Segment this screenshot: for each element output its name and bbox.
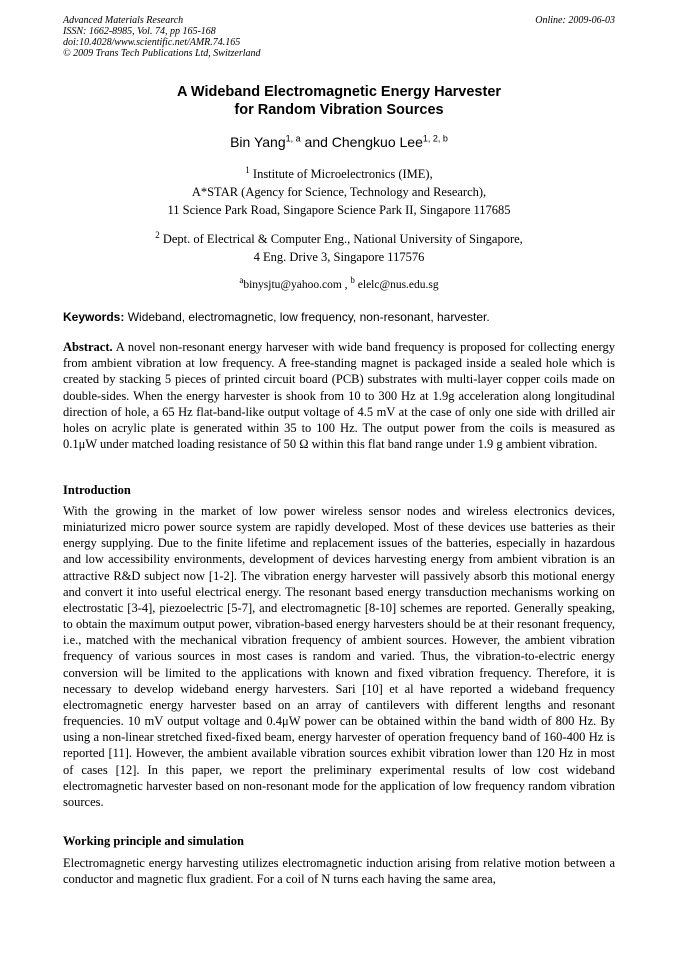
introduction-text: With the growing in the market of low power wireless sensor nodes and wireless electronics devices, miniaturized micro power source system are rapidly developed. Most of these devices use batteries as their energy supplying. Due to the finite lifetime and replacement issues of the batteries, especially in hazardous and low accessibility environments, development of devices harvesting energy from ambient vibration is an attractive R&D subject now [1-2]. The vibration energy harvester will passively absorb this motional energy and convert it into useful electrical energy. The resonant based energy transduction mechanisms working on electrostatic [3-4], piezoelectric [5-7], and electromagnetic [8-10] schemes are reported. Generally speaking, to obtain the maximum output power, vibration-based energy harvesters should be at their resonant frequency, i.e., matched with the mechanical vibration frequency of ambient sources. However, the ambient vibration frequency of various sources in most cases is random and varied. Thus, the vibration-to-electric energy conversion will be limited to the applications with known and fixed vibration frequency. Therefore, it is necessary to develop wideband energy harvesters. Sari [10] et al have reported a wideband frequency electromagnetic energy harvester based on an array of cantilevers with different lengths and resonant frequencies. 10 mV output voltage and 0.4μW power can be obtained within the band width of 800 Hz. By using a non-linear stretched fixed-fixed beam, energy harvester of operation frequency band of 160-400 Hz is reported [11]. However, the ambient available vibration sources exhibit vibration lower than 120 Hz in most of cases [12]. In this paper, we report the preliminary experimental results of low cost wideband electromagnetic harvester based on non-resonant mode for the application of low frequency random vibration sources. <box>63 504 615 809</box>
journal-header <box>63 15 615 59</box>
affiliation-2-line-1: Dept. of Electrical & Computer Eng., National University of Singapore, <box>162 232 523 246</box>
author-1: Bin Yang <box>230 134 286 150</box>
affiliation-2-sup: 2 <box>155 229 160 240</box>
affiliation-2-line-2: 4 Eng. Drive 3, Singapore 117576 <box>253 250 425 264</box>
introduction-heading: Introduction <box>63 483 131 497</box>
affiliation-1 <box>63 165 615 219</box>
email-separator: , <box>344 279 348 291</box>
working-principle-text: Electromagnetic energy harvesting utilizes electromagnetic induction arising from relative motion between a conductor and magnetic flux gradient. For a coil of N turns each having the same area, <box>63 856 615 887</box>
copyright: © 2009 Trans Tech Publications Ltd, Switzerland <box>63 48 261 59</box>
affiliation-1-line-1: Institute of Microelectronics (IME), <box>252 167 433 181</box>
affiliation-1-line-3: 11 Science Park Road, Singapore Science Park II, Singapore 117685 <box>167 203 511 217</box>
author-and: and <box>304 134 328 150</box>
author-emails <box>63 276 615 294</box>
authors <box>63 133 615 151</box>
email-a-sup: a <box>239 275 244 286</box>
journal-name: Advanced Materials Research <box>63 15 184 26</box>
issn: ISSN: 1662-8985, Vol. 74, pp 165-168 <box>63 26 216 37</box>
affiliation-2 <box>63 230 615 266</box>
title-line-2: for Random Vibration Sources <box>234 102 444 118</box>
affiliation-1-sup: 1 <box>245 164 250 175</box>
online-date: Online: 2009-06-03 <box>535 15 615 26</box>
doi: doi:10.4028/www.scientific.net/AMR.74.165 <box>63 37 241 48</box>
working-principle-heading: Working principle and simulation <box>63 834 244 848</box>
keywords <box>63 308 615 326</box>
author-1-sup: 1, a <box>285 133 301 144</box>
email-b[interactable]: elelc@nus.edu.sg <box>357 279 439 291</box>
paper-title <box>63 83 615 119</box>
email-b-sup: b <box>350 275 355 286</box>
abstract-label: Abstract. <box>63 340 113 354</box>
keywords-text: Wideband, electromagnetic, low frequency, non-resonant, harvester. <box>127 310 490 324</box>
abstract <box>63 339 615 452</box>
author-2-sup: 1, 2, b <box>422 133 448 144</box>
abstract-text: A novel non-resonant energy harveser with wide band frequency is proposed for collecting energy from ambient vibration at low frequency. A free-standing magnet is packaged inside a sealed hole which is created by stacking 5 pieces of printed circuit board (PCB) substrates with multi-layer copper coils made on double-sides. When the energy harvester is shook from 10 to 300 Hz at 1.9g acceleration along longitudinal direction of hole, a 65 Hz flat-band-like output voltage of 4.5 mV at the case of only one side with drilled air holes on acrylic plate is generated within 35 to 100 Hz. The output power from the coils is measured as 0.1μW under matched loading resistance of 50 Ω within this flat band range under 1.9 g ambient vibration. <box>63 340 615 452</box>
keywords-label: Keywords: <box>63 310 125 324</box>
title-line-1: A Wideband Electromagnetic Energy Harvester <box>176 84 502 100</box>
email-a[interactable]: binysjtu@yahoo.com <box>243 279 342 291</box>
author-2: Chengkuo Lee <box>331 134 423 150</box>
affiliation-1-line-2: A*STAR (Agency for Science, Technology and Research), <box>191 185 487 199</box>
